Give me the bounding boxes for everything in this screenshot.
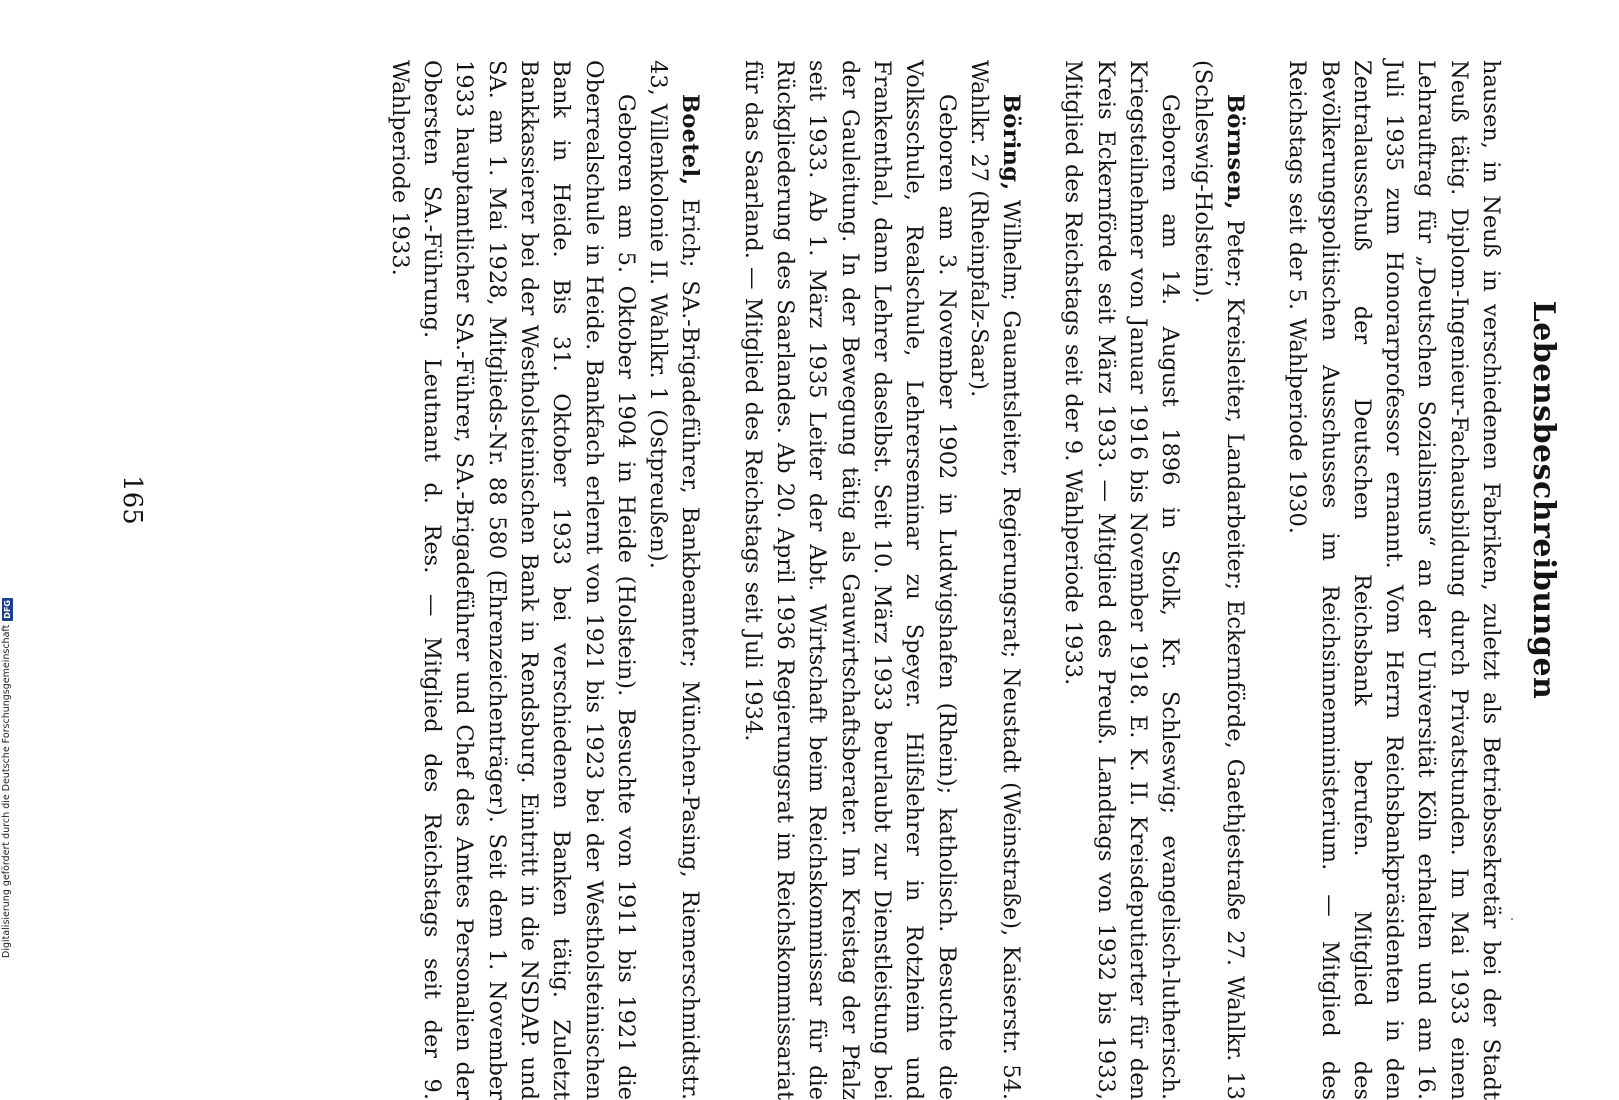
entry-name: Boetel, [677, 94, 704, 186]
entry-boetel [642, 60, 707, 1100]
entry-name: Böring, [998, 94, 1025, 191]
digitization-credit [1, 0, 13, 1000]
entry-summary: Erich; SA.-Brigadeführer, Bankbeamter; München-Pasing, Riemerschmidtstr. 43, Villenkolonie II. Wahlkr. 1 (Ostpreußen). [645, 60, 704, 1100]
entry-summary: Wilhelm; Gauamtsleiter, Regierungsrat; Neustadt (Weinstraße), Kaiserstr. 54. Wahlkr. 27 (Rheinpfalz-Saar). [965, 60, 1025, 1100]
entry-name: Börnsen, [1221, 94, 1248, 210]
scan-speck [1511, 918, 1513, 920]
page-header: Lebensbeschreibungen [1526, 300, 1561, 700]
credit-line [1, 0, 13, 958]
entry-summary: Peter; Kreisleiter, Landarbeiter; Eckernförde, Gaethjestraße 27. Wahlkr. 13 (Schleswig-Holstein). [1189, 60, 1248, 1100]
entry-biography: Geboren am 14. August 1896 in Stolk, Kr. Schleswig; evangelisch-lutherisch. Kriegsteilnehmer von Januar 1916 bis November 1918. E. K. II. Kreisdeputierter für den Kreis Eckernförde seit März 1933. — Mitglied des Preuß. Landtags von 1932 bis 1933, Mitglied des Reichstags seit der 9. Wahlperiode 1933. [1060, 60, 1184, 1100]
entry-boernsen [1186, 60, 1251, 1100]
credit-text: Digitalisierung gefördert durch die Deutsche Forschungsgemeinschaft [1, 624, 12, 958]
entry-biography: Geboren am 5. Oktober 1904 in Heide (Holstein). Besuchte von 1911 bis 1921 die Oberrealschule in Heide. Bankfach erlernt von 1921 bis 1923 bei der Westholsteinischen Bank in Heide. Bis 31. Oktober 1933 bei verschiedenen Banken tätig. Zuletzt Bankkassierer bei der Westholsteinischen Bank in Rendsburg. Eintritt in die NSDAP. und SA. am 1. Mai 1928, Mitglieds-Nr. 88 580 (Ehrenzeichenträger). Seit dem 1. November 1933 hauptamtlicher SA.-Führer, SA.-Brigadeführer und Chef des Amtes Personalien der Obersten SA.-Führung. Leutnant d. Res. — Mitglied des Reichstags seit der 9. Wahlperiode 1933. [386, 60, 639, 1100]
entry-boering [963, 60, 1028, 1100]
page-body [384, 60, 1508, 1100]
page-number: 165 [117, 475, 147, 525]
dfg-logo-icon: DFG [2, 600, 12, 619]
entry-text-continued: hausen, in Neuß in verschiedenen Fabriken, zuletzt als Betriebssekretär bei der Stadt Neuß tätig. Diplom-Ingenieur-Fachausbildung durch Privatstunden. Im Mai 1933 einen Lehrauftrag für „Deutschen Sozialismus“ an der Universität Köln erhalten und am 16. Juli 1935 zum Honorarprofessor ernannt. Vom Herrn Reichsbankpräsidenten in den Zentralausschuß der Deutschen Reichsbank berufen. Mitglied des Bevölkerungspolitischen Ausschusses im Reichsinnenministerium. — Mitglied des Reichstags seit der 5. Wahlperiode 1930. [1284, 60, 1504, 1100]
entry-biography: Geboren am 3. November 1902 in Ludwigshafen (Rhein); katholisch. Besuchte die Volksschule, Realschule, Lehrerseminar zu Speyer. Hilfslehrer in Rotzheim und Frankenthal, dann Lehrer daselbst. Seit 10. März 1933 beurlaubt zur Dienstleistung bei der Gauleitung. In der Bewegung tätig als Gauwirtschaftsberater. Im Kreistag der Pfalz seit 1933. Ab 1. März 1935 Leiter der Abt. Wirtschaft beim Reichskommissar für die Rückgliederung des Saarlandes. Ab 20. April 1936 Regierungsrat im Reichskommissariat für das Saarland. — Mitglied des Reichstags seit Juli 1934. [739, 60, 960, 1100]
